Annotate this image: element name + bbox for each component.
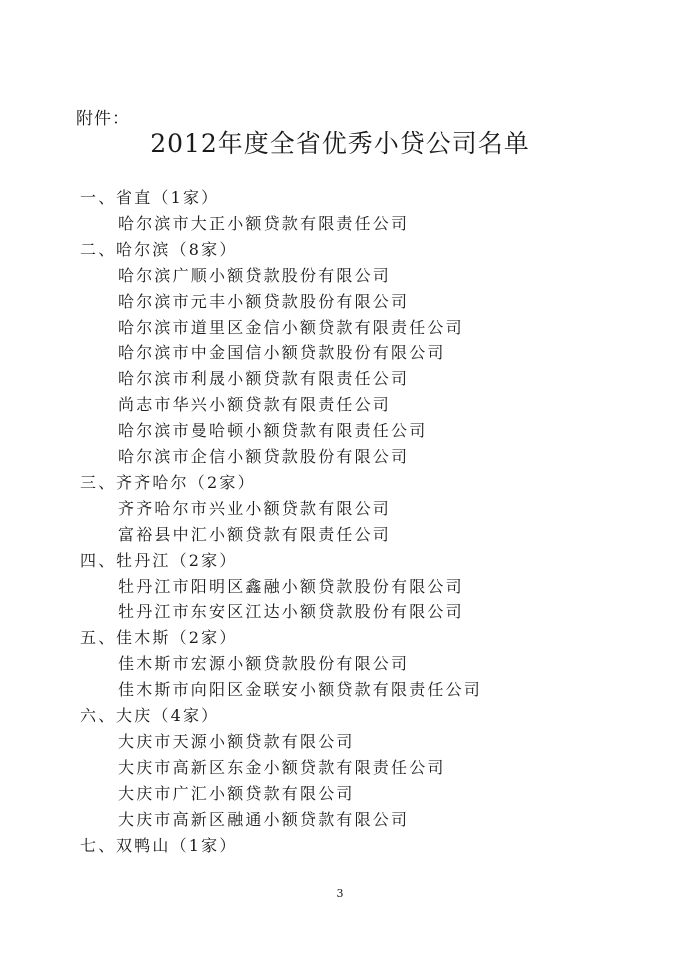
section-number: 一、	[80, 188, 117, 207]
section-name: 省直（1家）	[116, 188, 220, 207]
company-item: 大庆市高新区东金小额贷款有限责任公司	[118, 757, 446, 777]
company-item: 哈尔滨市利晟小额贷款有限责任公司	[118, 369, 410, 389]
company-item: 哈尔滨市曼哈顿小额贷款有限责任公司	[118, 421, 428, 441]
section-number: 三、	[80, 472, 117, 492]
section-number: 七、	[80, 835, 117, 855]
company-item: 大庆市广汇小额贷款有限公司	[118, 783, 355, 803]
section-name: 佳木斯（2家）	[116, 628, 238, 648]
company-item: 牡丹江市阳明区鑫融小额贷款股份有限公司	[118, 576, 464, 596]
section-name: 大庆（4家）	[116, 706, 220, 725]
company-item: 大庆市高新区融通小额贷款有限公司	[118, 809, 410, 829]
section-heading	[80, 706, 219, 726]
company-item: 尚志市华兴小额贷款有限责任公司	[118, 395, 392, 415]
company-item: 佳木斯市向阳区金联安小额贷款有限责任公司	[118, 680, 483, 700]
section-heading	[80, 240, 238, 260]
company-item: 哈尔滨市中金国信小额贷款股份有限公司	[118, 343, 446, 363]
company-item: 富裕县中汇小额贷款有限责任公司	[118, 524, 392, 544]
attachment-label: 附件：	[76, 109, 130, 129]
section-heading	[80, 473, 256, 493]
company-item: 哈尔滨市大正小额贷款有限责任公司	[118, 213, 410, 233]
section-heading	[80, 628, 238, 648]
section-heading	[80, 836, 238, 856]
company-item: 哈尔滨市企信小额贷款股份有限公司	[118, 447, 410, 466]
section-heading	[80, 551, 238, 571]
page-number: 3	[336, 887, 344, 900]
company-item: 大庆市天源小额贷款有限公司	[118, 731, 355, 751]
section-name: 齐齐哈尔（2家）	[116, 472, 256, 492]
company-item: 哈尔滨广顺小额贷款股份有限公司	[118, 265, 392, 285]
section-number: 五、	[80, 628, 117, 648]
section-number: 二、	[80, 239, 117, 259]
company-item: 牡丹江市东安区江达小额贷款股份有限公司	[118, 602, 464, 622]
section-number: 六、	[80, 706, 117, 725]
section-name: 牡丹江（2家）	[116, 550, 238, 570]
document-title: 2012年度全省优秀小贷公司名单	[150, 129, 530, 158]
section-number: 四、	[80, 550, 117, 570]
company-item: 哈尔滨市元丰小额贷款股份有限公司	[118, 291, 410, 311]
company-item: 齐齐哈尔市兴业小额贷款有限公司	[118, 498, 392, 518]
company-item: 佳木斯市宏源小额贷款股份有限公司	[118, 654, 410, 674]
section-heading	[80, 188, 219, 208]
section-name: 双鸭山（1家）	[116, 835, 238, 855]
section-name: 哈尔滨（8家）	[116, 239, 238, 259]
company-item: 哈尔滨市道里区金信小额贷款有限责任公司	[118, 317, 464, 337]
